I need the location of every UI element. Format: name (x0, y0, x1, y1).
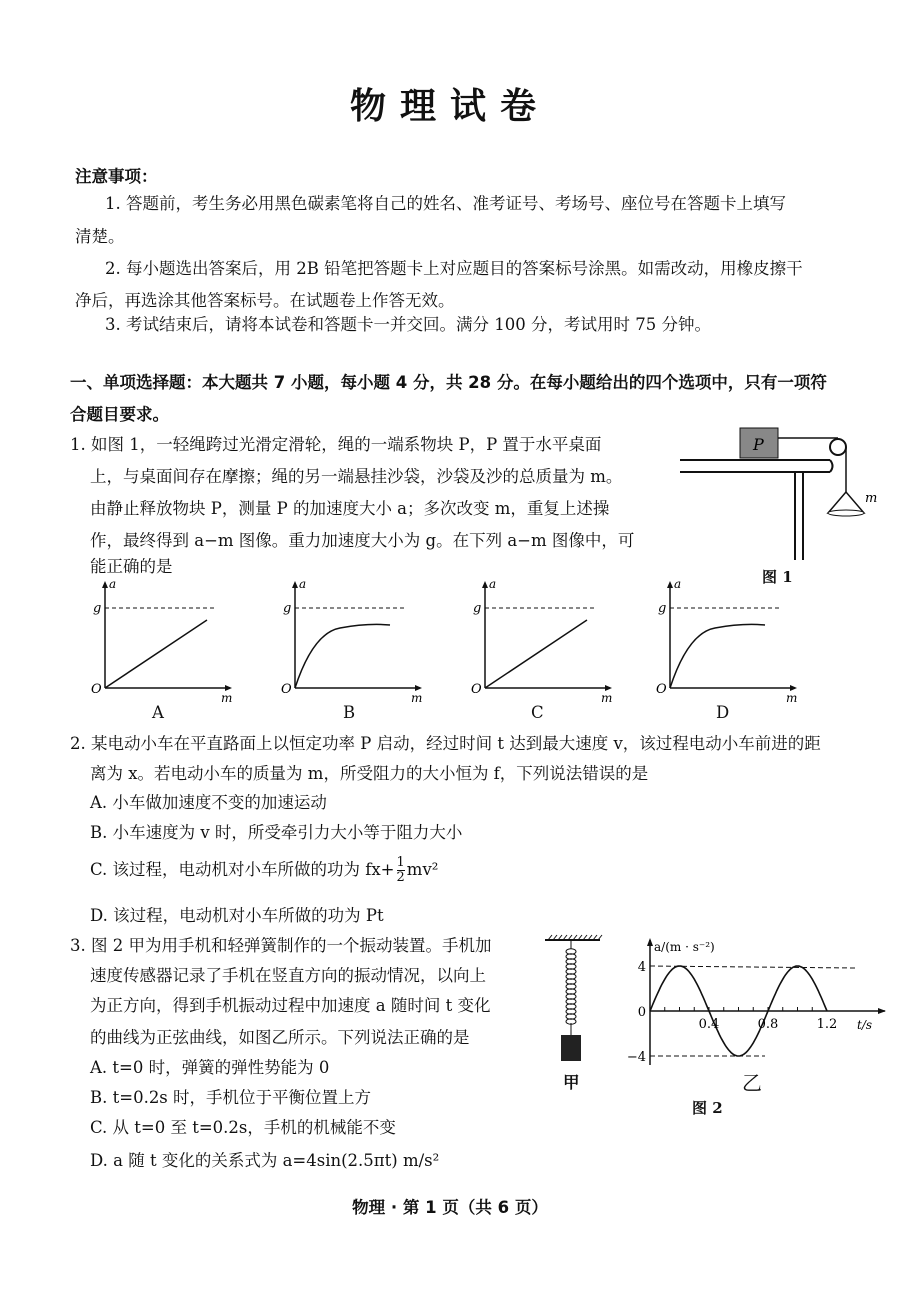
t-arrow (878, 1008, 886, 1014)
y-axis-label: a (489, 577, 497, 591)
question-1-text: 由静止释放物块 P，测量 P 的加速度大小 a；多次改变 m，重复上述操 (90, 499, 610, 518)
option-c-label[interactable]: C (531, 703, 544, 722)
question-2-text: 离为 x。若电动小车的质量为 m，所受阻力的大小恒为 f，下列说法错误的是 (90, 764, 649, 783)
x-tick-label: 0.8 (757, 1017, 779, 1032)
question-1-text: 1. 如图 1，一轻绳跨过光滑定滑轮，绳的一端系物块 P，P 置于水平桌面 (70, 435, 602, 454)
notes-line: 清楚。 (75, 227, 125, 246)
x-axis-label: m (601, 691, 613, 705)
graph-option-c[interactable] (467, 577, 617, 705)
question-1-text: 作，最终得到 a−m 图像。重力加速度大小为 g。在下列 a−m 图像中，可 (90, 531, 635, 550)
figure-2-spring-device (540, 935, 610, 1075)
y-arrow (102, 581, 108, 588)
q2-option-c[interactable] (90, 852, 438, 888)
q2-option-c-term: mv² (406, 860, 439, 879)
fraction (397, 856, 405, 885)
curve-saturating (670, 624, 765, 688)
pulley (830, 439, 846, 455)
g-label: g (658, 601, 667, 616)
question-3-text: 的曲线为正弦曲线，如图乙所示。下列说法正确的是 (90, 1028, 470, 1047)
graph-option-b[interactable] (277, 577, 427, 705)
y-arrow (667, 581, 673, 588)
g-label: g (93, 601, 102, 616)
option-d-label[interactable]: D (716, 703, 730, 722)
figure-2-acceleration-graph (626, 935, 890, 1075)
denominator: 2 (396, 870, 405, 885)
notes-line: 2. 每小题选出答案后，用 2B 铅笔把答题卡上对应题目的答案标号涂黑。如需改动，用橡皮擦干 (105, 259, 803, 278)
section-heading: 合题目要求。 (70, 405, 169, 424)
q2-option-c-text: C. 该过程，电动机对小车所做的功为 fx+ (90, 860, 395, 879)
x-axis-label: m (786, 691, 798, 705)
origin-label: O (471, 682, 482, 697)
phone-block (561, 1035, 581, 1061)
origin-label: O (91, 682, 102, 697)
notes-line: 净后，再选涂其他答案标号。在试题卷上作答无效。 (75, 291, 455, 310)
question-1-text: 能正确的是 (90, 557, 173, 576)
y-arrow (482, 581, 488, 588)
question-3-text: 3. 图 2 甲为用手机和轻弹簧制作的一个振动装置。手机加 (70, 936, 492, 955)
notes-line: 3. 考试结束后，请将本试卷和答题卡一并交回。满分 100 分，考试用时 75 分钟。 (105, 315, 711, 334)
figure-2-caption: 图 2 (692, 1099, 723, 1117)
q2-option-d[interactable]: D. 该过程，电动机对小车所做的功为 Pt (90, 906, 384, 925)
option-a-label[interactable]: A (152, 703, 164, 722)
y-axis-label: a/(m · s⁻²) (654, 940, 715, 954)
x-tick-label: 1.2 (816, 1017, 838, 1032)
y-axis-label: a (674, 577, 682, 591)
origin-label: O (656, 682, 667, 697)
graph-option-a[interactable] (87, 577, 237, 705)
section-heading: 一、单项选择题：本大题共 7 小题，每小题 4 分，共 28 分。在每小题给出的四个选项中，只有一项符 (70, 373, 827, 392)
svg-text:m: m (865, 491, 878, 506)
q3-option-d[interactable]: D. a 随 t 变化的关系式为 a=4sin(2.5πt) m/s² (90, 1151, 440, 1170)
origin-label: O (281, 682, 292, 697)
y-tick-label: 4 (637, 960, 646, 975)
x-tick-label: 0.4 (698, 1017, 720, 1032)
numerator: 1 (396, 855, 405, 870)
question-3-text: 为正方向，得到手机振动过程中加速度 a 随时间 t 变化 (90, 996, 491, 1015)
figure-2-left-label: 甲 (563, 1073, 580, 1092)
g-label: g (473, 601, 482, 616)
figure-1-caption: 图 1 (762, 568, 793, 586)
x-axis-label: m (411, 691, 423, 705)
curve-linear (105, 620, 207, 688)
y-axis-label: a (109, 577, 117, 591)
a-arrow (647, 938, 653, 946)
q2-option-b[interactable]: B. 小车速度为 v 时，所受牵引力大小等于阻力大小 (90, 823, 463, 842)
figure-2-right-label: 乙 (742, 1071, 762, 1095)
x-axis-label: m (221, 691, 233, 705)
q2-option-a[interactable]: A. 小车做加速度不变的加速运动 (90, 793, 327, 812)
y-arrow (292, 581, 298, 588)
option-b-label[interactable]: B (343, 703, 356, 722)
question-3-text: 速度传感器记录了手机在竖直方向的振动情况，以向上 (90, 966, 486, 985)
page-title: 物理试卷 (349, 85, 550, 127)
q3-option-c[interactable]: C. 从 t=0 至 t=0.2s，手机的机械能不变 (90, 1118, 396, 1137)
question-2-text: 2. 某电动小车在平直路面上以恒定功率 P 启动，经过时间 t 达到最大速度 v，该过程电动小车前进的距 (70, 734, 821, 753)
notes-heading: 注意事项： (75, 167, 158, 186)
question-1-text: 上，与桌面间存在摩擦；绳的另一端悬挂沙袋，沙袋及沙的总质量为 m。 (90, 467, 623, 486)
y-tick-label: 0 (637, 1005, 646, 1020)
q3-option-a[interactable]: A. t=0 时，弹簧的弹性势能为 0 (90, 1058, 330, 1077)
figure-1-pulley-diagram (675, 420, 885, 580)
page-footer: 物理 · 第 1 页（共 6 页） (352, 1198, 548, 1217)
q3-option-b[interactable]: B. t=0.2s 时，手机位于平衡位置上方 (90, 1088, 372, 1107)
block-p-label: P (753, 435, 764, 454)
g-label: g (283, 601, 292, 616)
x-axis-label: t/s (857, 1018, 873, 1032)
y-tick-label: −4 (626, 1050, 646, 1065)
curve-saturating (295, 624, 390, 688)
curve-linear (485, 620, 587, 688)
notes-line: 1. 答题前，考生务必用黑色碳素笔将自己的姓名、准考证号、考场号、座位号在答题卡上填写 (105, 194, 786, 213)
y-axis-label: a (299, 577, 307, 591)
